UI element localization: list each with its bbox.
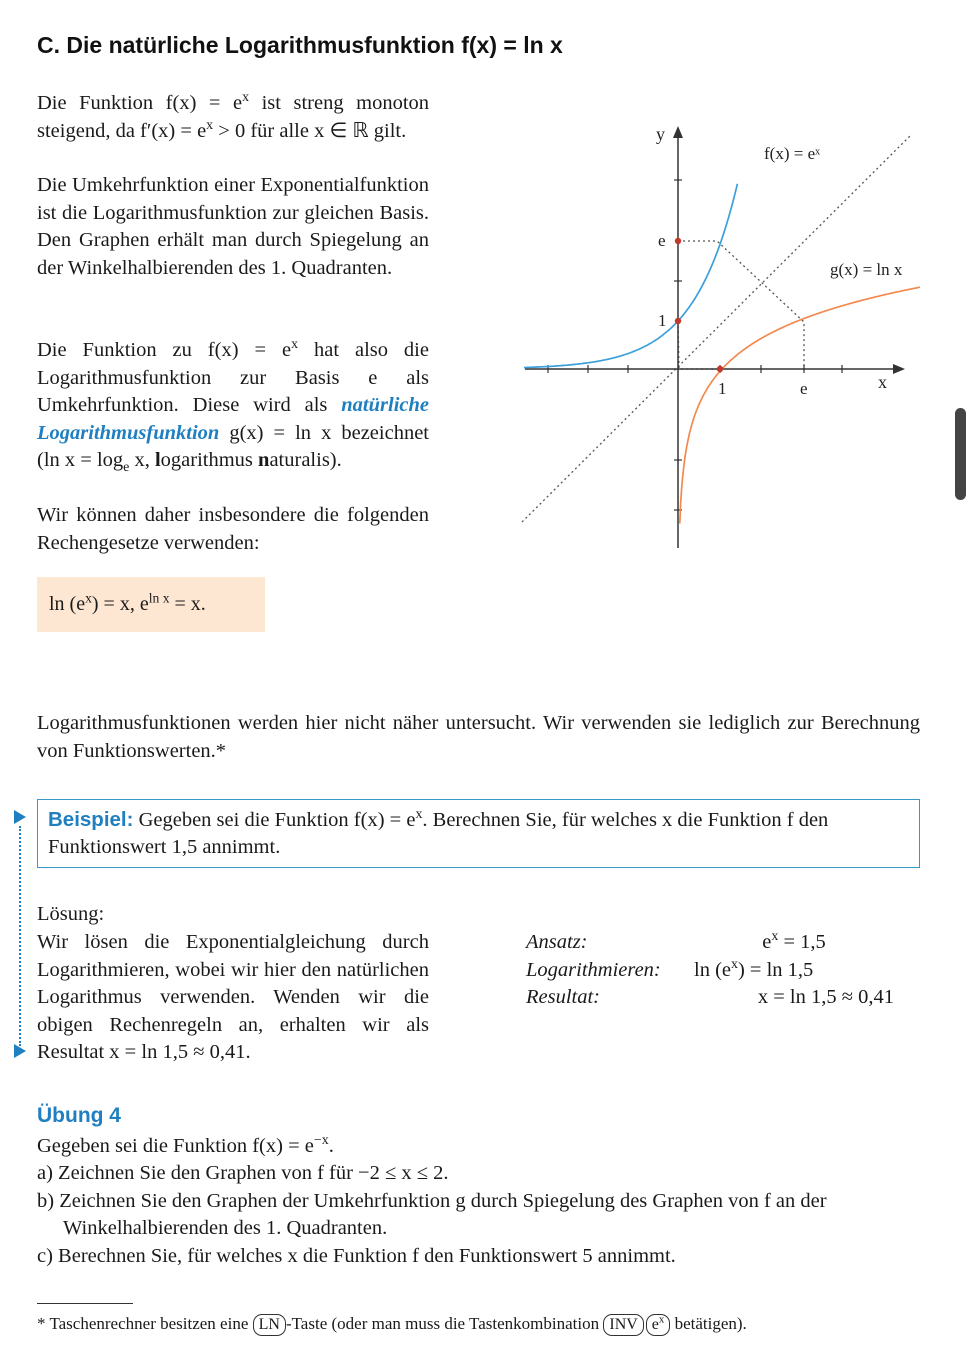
point-1-0 (717, 366, 723, 372)
x-axis-arrow (893, 364, 905, 374)
x-axis-label: x (878, 372, 887, 392)
exercise-title: Übung 4 (37, 1104, 121, 1127)
exercise-items (37, 1160, 922, 1270)
exercise-item-b: b) Zeichnen Sie den Graphen der Umkehrfunktion g durch Spiegelung des Graphen von f an der Winkelhalbierenden des 1. Quadranten. (37, 1189, 827, 1239)
point-0-e (675, 238, 681, 244)
f-label: f(x) = eˣ (764, 144, 821, 163)
exercise-item-c: c) Berechnen Sie, für welches x die Funktion f den Funktionswert 5 annimmt. (37, 1244, 676, 1267)
intro-paragraph-3: Die Funktion zu $f(x) = e^x$ hat also die Logarithmusfunktion zur Basis e als Umkehrfunktion. Diese wird als natürliche Logarithmusfunktion g(x) = ln x bezeichnet (ln $x = \log_e x$, logarithmus naturalis). (37, 337, 429, 476)
note-paragraph: Logarithmusfunktionen werden hier nicht näher untersucht. Wir verwenden sie lediglich zur Berechnung von Funktionswerten.* (37, 712, 920, 762)
solution-text: Wir lösen die Exponentialgleichung durch Logarithmieren, wobei wir hier den natürlichen Logarithmus verwenden. Wenden wir die obigen Rechenregeln an, erhalten wir als Resultat x = ln 1,5 ≈ 0,41. (37, 931, 429, 1063)
g-label: g(x) = ln x (830, 260, 903, 279)
solution-table (526, 929, 894, 1012)
example-label: Beispiel: (48, 808, 134, 831)
tick-label-e-x: e (800, 379, 808, 398)
formula-box (37, 577, 265, 632)
formula-text: $\ln (e^x) = x$, $e^{ln x} = x$. (49, 590, 206, 615)
solution-row: Ansatz: $e^x = 1,5$ (526, 929, 826, 953)
example-box: Beispiel: Gegeben sei die Funktion $f(x) = e^x$. Berechnen Sie, für welches x die Funktion f den Funktionswert 1,5 annimmt. (37, 799, 920, 868)
scrollbar-thumb[interactable] (955, 408, 966, 500)
term-natural-log: natürliche Logarithmusfunktion (37, 394, 429, 444)
example-marker-icon (14, 810, 26, 824)
ln-curve (680, 286, 920, 523)
exp-key: $e^x$ (646, 1314, 671, 1336)
footnote-rule (37, 1303, 133, 1304)
inv-key: INV (603, 1314, 643, 1336)
function-graph (520, 120, 920, 560)
section-title: C. Die natürliche Logarithmusfunktion f(x) = ln x (37, 32, 563, 58)
y-axis-label: y (656, 124, 665, 144)
solution-row: Resultat: x = ln 1,5 ≈ 0,41 (526, 986, 894, 1008)
example-dotted-rule (19, 826, 21, 1046)
solution-row: Logarithmieren: $\ln (e^x) = \ln 1,5$ (526, 956, 814, 981)
exercise-intro: Gegeben sei die Funktion $f(x) = e^{-x}$. (37, 1133, 334, 1157)
tick-label-1-y: 1 (658, 311, 667, 330)
intro-paragraph-2: Die Umkehrfunktion einer Exponentialfunktion ist die Logarithmusfunktion zur gleichen Basis. Den Graphen erhält man durch Spiegelung an der Winkelhalbierenden des 1. Quadranten. (37, 174, 429, 279)
example-end-marker-icon (14, 1044, 26, 1058)
intro-paragraph-1: Die Funktion $f(x) = e^x$ ist streng monoton steigend, da $f'(x) = e^x > 0$ für alle x ∈ ℝ gilt. (37, 90, 430, 142)
tick-label-e-y: e (658, 231, 666, 250)
bisector-line (522, 134, 912, 522)
solution-heading: Lösung: (37, 903, 105, 925)
ln-key: LN (253, 1314, 286, 1336)
exp-curve (524, 184, 737, 368)
tick-label-1-x: 1 (718, 379, 727, 398)
y-axis-arrow (673, 126, 683, 138)
point-0-1 (675, 318, 681, 324)
exercise-item-a: a) Zeichnen Sie den Graphen von f für −2 ≤ x ≤ 2. (37, 1162, 449, 1184)
intro-paragraph-4: Wir können daher insbesondere die folgenden Rechengesetze verwenden: (37, 504, 429, 554)
footnote: * Taschenrechner besitzen eine LN -Taste (oder man muss die Tastenkombination INV $e^x$ betätigen). (37, 1313, 747, 1336)
